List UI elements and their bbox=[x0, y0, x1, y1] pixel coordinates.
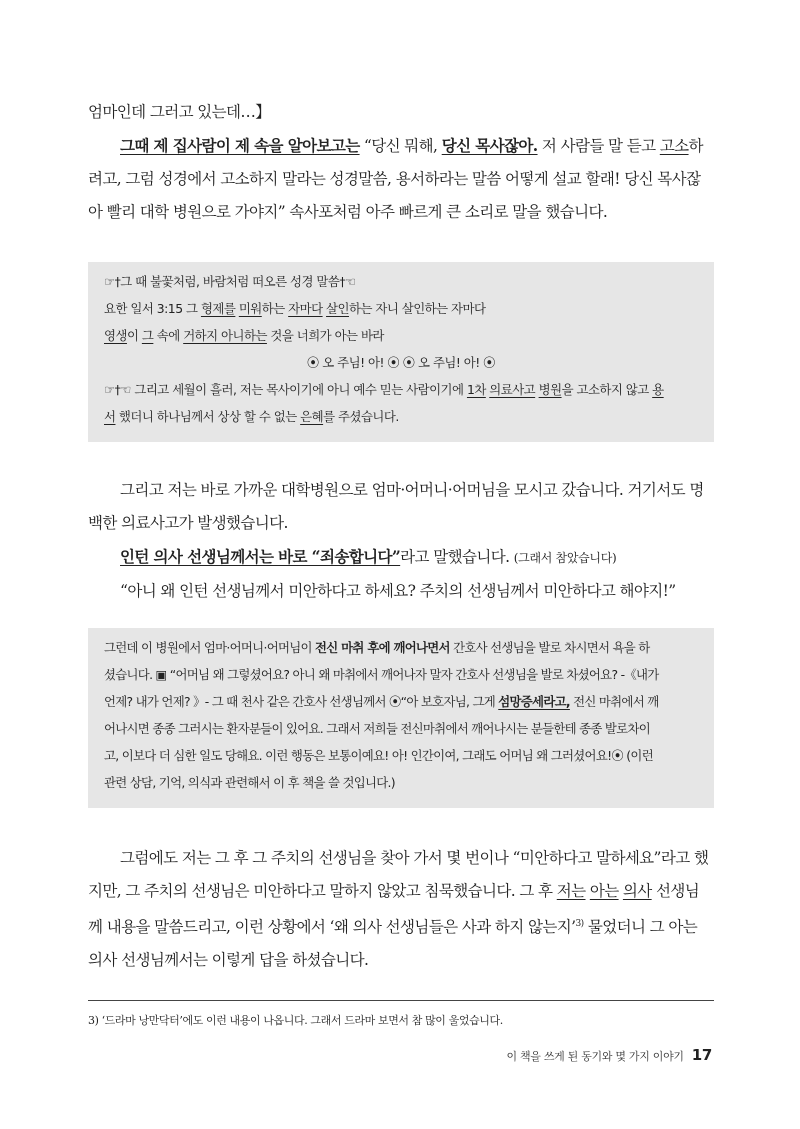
text-run: 이 bbox=[126, 328, 142, 343]
box-line bbox=[104, 688, 698, 715]
underlined-text: 병원 bbox=[538, 382, 562, 397]
box-line: 관련 상담, 기억, 의식과 관련해서 이 후 책을 쓸 것입니다.) bbox=[104, 775, 395, 790]
paragraph-line: 의사 선생님께서는 이렇게 답을 하셨습니다. bbox=[88, 951, 369, 970]
paragraph-2 bbox=[88, 474, 714, 608]
underlined-text: 은혜 bbox=[300, 409, 324, 424]
underlined-text: 미워 bbox=[238, 301, 262, 316]
emphasis-text: 인턴 의사 선생님께서는 바로 “죄송합니다” bbox=[120, 547, 401, 566]
emphasis-text: 당신 목사잖아. bbox=[441, 136, 538, 155]
box-line bbox=[104, 376, 698, 403]
underlined-text: 의료사고 bbox=[489, 382, 536, 397]
text-run: 라고 말했습니다. bbox=[400, 548, 514, 566]
underlined-text: 의사 bbox=[622, 882, 652, 900]
text-run: 를 주셨습니다. bbox=[323, 409, 399, 424]
text-run: 하는 bbox=[261, 301, 289, 316]
text-run: 그런데 이 병원에서 엄마·어머니·어머님이 bbox=[104, 640, 316, 655]
underlined-text: 형제를 bbox=[200, 301, 236, 316]
paragraph-line bbox=[88, 908, 714, 944]
bold-text: 전신 마취 후에 깨어나면서 bbox=[315, 640, 450, 655]
underlined-text: 살인 bbox=[326, 301, 349, 316]
underlined-text: 그 bbox=[141, 328, 154, 343]
paragraph-line: 려고, 그럼 성경에서 고소하지 말라는 성경말씀, 용서하라는 말씀 어떻게 설교 할래! 당신 목사잖 bbox=[88, 170, 701, 188]
scripture-box bbox=[88, 262, 714, 442]
paragraph-line: 그리고 저는 바로 가까운 대학병원으로 엄마·어머니·어머님을 모시고 갔습니다. 거기서도 명 bbox=[120, 481, 704, 499]
text-run: ☞†☜ 그리고 세월이 흘러, 저는 목사이기에 아니 예수 믿는 사람이기에 bbox=[104, 382, 467, 397]
paragraph-line: 그럼에도 저는 그 후 그 주치의 선생님을 찾아 가서 몇 번이나 “미안하다고 말하세요”라고 했 bbox=[120, 849, 709, 867]
box-line bbox=[104, 403, 698, 430]
page-footer bbox=[506, 1046, 712, 1064]
underlined-text: 1차 bbox=[466, 382, 486, 397]
footnote-ref: 3) bbox=[575, 919, 584, 929]
hospital-incident-box bbox=[88, 628, 714, 808]
text-run: “당신 뭐해, bbox=[359, 137, 442, 155]
paragraph-line bbox=[88, 875, 714, 908]
box-heading: ☞†그 때 불꽃처럼, 바람처럼 떠오른 성경 말씀†☜ bbox=[104, 274, 356, 289]
text-run: 언제? 내가 언제? 》- 그 때 천사 같은 간호사 선생님께서 ⦿“아 보호자님, 그게 bbox=[104, 694, 499, 709]
underlined-text: 고소 bbox=[659, 137, 689, 155]
underlined-text: 저는 bbox=[556, 882, 586, 900]
text-run: 요한 일서 3:15 그 bbox=[104, 301, 201, 316]
page-number: 17 bbox=[691, 1046, 712, 1064]
paragraph-line: 엄마인데 그러고 있는데…】 bbox=[88, 103, 271, 121]
box-line bbox=[104, 295, 698, 322]
underlined-text: 거하지 아니하는 bbox=[183, 328, 267, 343]
underlined-text: 용 bbox=[652, 382, 664, 397]
footnote-divider bbox=[88, 1000, 714, 1001]
text-run: 것을 너희가 아는 바라 bbox=[266, 328, 384, 343]
running-title: 이 책을 쓰게 된 동기와 몇 가지 이야기 bbox=[506, 1050, 684, 1063]
text-run: 간호사 선생님을 발로 차시면서 욕을 하 bbox=[449, 640, 650, 655]
aside-text: (그래서 참았습니다) bbox=[513, 551, 617, 565]
paragraph-line: 아 빨리 대학 병원으로 가야지” 속사포처럼 아주 빠르게 큰 소리로 말을 했습니다. bbox=[88, 203, 608, 221]
text-run: 하 bbox=[688, 137, 703, 155]
text-run: 저 사람들 말 듣고 bbox=[537, 137, 660, 155]
text-run: 했더니 하나님께서 상상 할 수 없는 bbox=[115, 409, 301, 424]
paragraph-line: “아니 왜 인턴 선생님께서 미안하다고 하세요? 주치의 선생님께서 미안하다고 해야지!” bbox=[120, 582, 676, 600]
footnote: 3) ‘드라마 낭만닥터’에도 이런 내용이 나옵니다. 그래서 드라마 보면서 참 많이 울었습니다. bbox=[88, 1014, 503, 1027]
box-exclamation: ⦿ 오 주님! 아! ⦿ ⦿ 오 주님! 아! ⦿ bbox=[306, 355, 496, 370]
underlined-text: 서 bbox=[104, 409, 116, 424]
text-run: 지만, 그 주치의 선생님은 미안하다고 말하지 않았고 침묵했습니다. 그 후 bbox=[88, 882, 557, 900]
text-run: 께 내용을 말씀드리고, 이런 상황에서 ‘왜 의사 선생님들은 사과 하지 않는지’ bbox=[88, 918, 576, 937]
text-run: 물었더니 그 아는 bbox=[583, 918, 698, 937]
text-run: 하는 자니 살인하는 자마다 bbox=[348, 301, 486, 316]
paragraph-line bbox=[88, 540, 714, 575]
text-run: 전신 마취에서 깨 bbox=[569, 694, 659, 709]
box-line: 셨습니다. ▣ “어머님 왜 그렇셨어요? 아니 왜 마취에서 깨어나자 말자 간호사 선생님을 발로 차셨어요? -《내가 bbox=[104, 667, 659, 682]
paragraph-3 bbox=[88, 842, 714, 977]
box-line bbox=[104, 322, 698, 349]
text-run: 선생님 bbox=[651, 882, 700, 900]
underlined-text: 자마다 bbox=[288, 301, 323, 316]
box-line bbox=[104, 634, 698, 661]
text-run: 속에 bbox=[153, 328, 184, 343]
paragraph-line: 백한 의료사고가 발생했습니다. bbox=[88, 514, 288, 532]
box-line: 어나시면 종종 그러시는 환자분들이 있어요. 그래서 저희들 전신마취에서 깨어나시는 분들한테 종종 발로차이 bbox=[104, 721, 650, 736]
paragraph-1 bbox=[88, 96, 714, 229]
emphasis-text: 섬망증세라고, bbox=[498, 694, 570, 709]
text-run: 을 고소하지 않고 bbox=[561, 382, 653, 397]
paragraph-line bbox=[88, 129, 714, 163]
box-line: 고, 이보다 더 심한 일도 당해요. 이런 행동은 보통이예요! 아! 인간이여, 그래도 어머님 왜 그러셨어요!⦿ (이런 bbox=[104, 748, 653, 763]
emphasis-text: 그때 제 집사람이 제 속을 알아보고는 bbox=[120, 136, 360, 155]
underlined-text: 영생 bbox=[104, 328, 127, 343]
underlined-text: 아는 bbox=[589, 882, 619, 900]
